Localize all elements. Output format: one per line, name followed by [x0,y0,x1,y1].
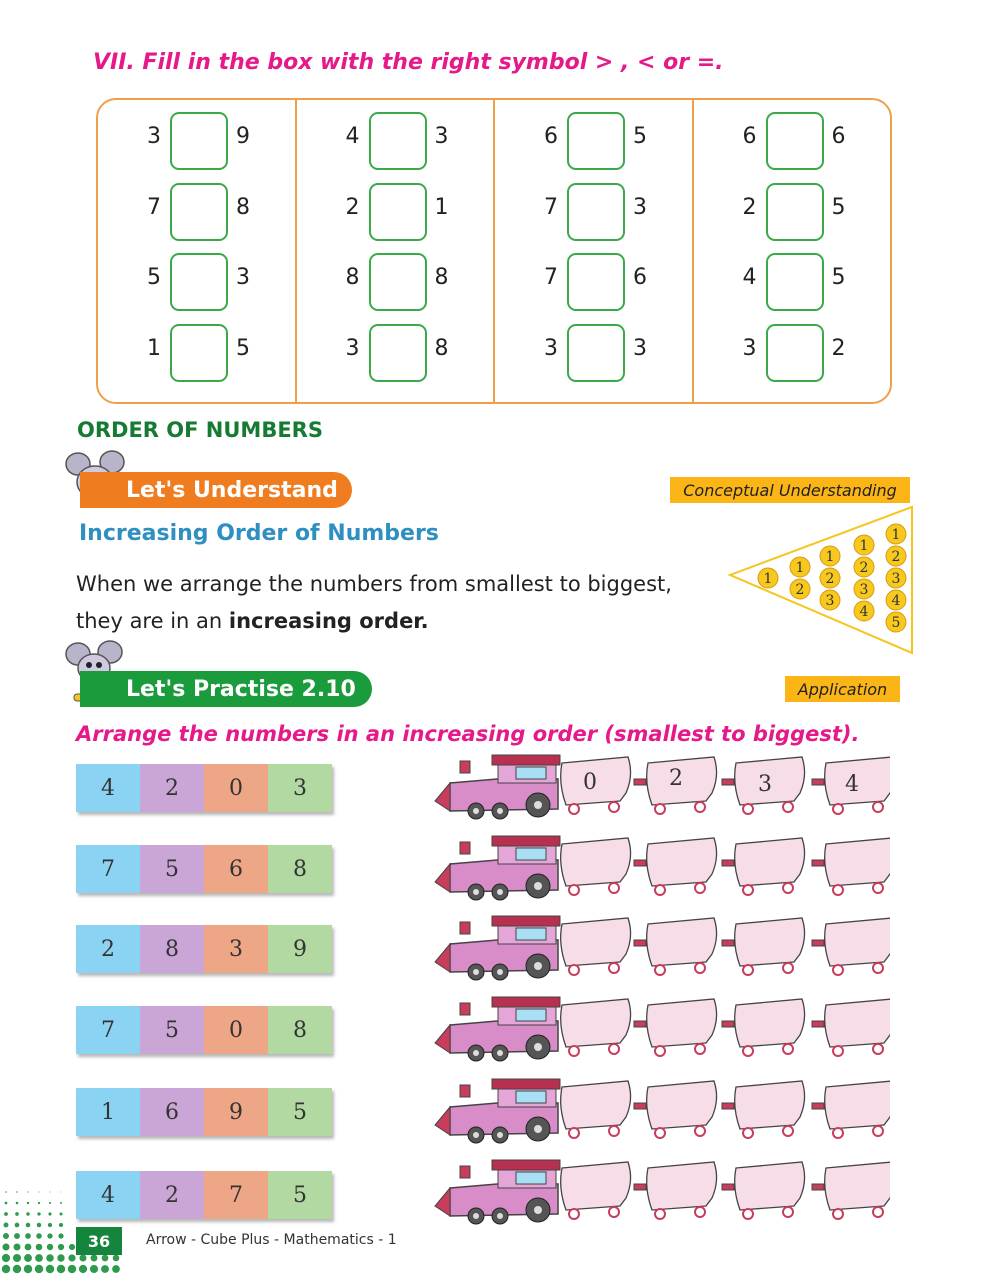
left-number: 4 [742,265,757,290]
decoration-dot [35,1265,43,1273]
exercise-vii-heading: VII. Fill in the box with the right symbol > , < or =. [93,50,724,75]
explanation-text: When we arrange the numbers from smallest to biggest, they are in an [76,572,672,633]
strip-number: 3 [204,925,268,973]
strip-number: 5 [140,1006,204,1054]
strip-number: 8 [268,845,332,893]
decoration-dot [58,1233,63,1238]
strip-number: 2 [140,1171,204,1219]
symbol-answer-box[interactable] [766,253,824,311]
right-number: 8 [434,336,449,361]
decoration-dot [38,1202,40,1204]
page-number: 36 [76,1227,122,1255]
strip-number: 2 [140,764,204,812]
decoration-dot [38,1191,39,1192]
train-icon [430,1158,890,1228]
decoration-dot [112,1265,120,1273]
lets-understand-banner [80,472,352,508]
right-number: 6 [633,265,647,290]
strip-number: 1 [76,1088,140,1136]
triangle-ball-number: 3 [891,571,901,587]
comparison-row [297,112,494,170]
triangle-ball-number: 3 [825,593,835,609]
right-number: 5 [831,265,846,290]
comparison-row [694,253,891,311]
left-number: 3 [147,124,161,149]
decoration-dot [14,1244,21,1251]
decoration-dot [37,1223,41,1227]
decoration-dot [35,1254,43,1262]
train-icon [430,914,890,984]
wagon-answer-number: 3 [758,772,772,797]
right-number: 8 [434,265,449,290]
symbol-answer-box[interactable] [766,112,824,170]
train-icon [430,995,890,1065]
decoration-dot [68,1254,75,1261]
decoration-dot [58,1244,64,1250]
number-strip [76,764,332,812]
section-title: ORDER OF NUMBERS [77,418,323,442]
decoration-dot [46,1254,54,1262]
application-tag [785,676,900,702]
comparison-row [694,112,891,170]
strip-number: 7 [76,845,140,893]
strip-number: 4 [76,1171,140,1219]
decoration-dot [2,1265,10,1273]
triangle-ball-number: 4 [859,604,869,620]
explanation-bold-text: increasing order. [228,609,429,633]
increasing-order-explanation [76,566,676,640]
decoration-dot [69,1244,75,1250]
comparison-row [297,324,494,382]
symbol-answer-box[interactable] [567,324,625,382]
left-number: 1 [147,336,161,361]
right-number: 9 [236,124,250,149]
decoration-dot [49,1202,51,1204]
lets-practise-label: Let's Practise 2.10 [126,676,356,702]
decoration-dot [46,1265,54,1273]
decoration-dot [101,1265,109,1273]
decoration-dot [5,1191,7,1193]
symbol-answer-box[interactable] [766,183,824,241]
lets-understand-label: Let's Understand [126,477,338,503]
comparison-row [98,112,295,170]
decoration-dot [16,1191,17,1192]
left-number: 6 [742,124,757,149]
left-number: 2 [345,195,360,220]
comparison-column [495,100,694,402]
strip-number: 7 [76,1006,140,1054]
decoration-dot [27,1202,29,1204]
left-number: 7 [544,265,558,290]
comparison-row [694,183,891,241]
triangle-ball-number: 2 [891,549,901,565]
comparison-row [98,183,295,241]
symbol-answer-box[interactable] [766,324,824,382]
left-number: 3 [544,336,558,361]
triangle-ball-number: 1 [859,538,869,554]
triangle-ball-number: 5 [891,615,901,631]
decoration-dot [50,1192,51,1193]
left-number: 7 [147,195,161,220]
conceptual-understanding-tag [670,477,910,503]
left-number: 3 [742,336,757,361]
symbol-answer-box[interactable] [170,253,228,311]
decoration-dot [47,1244,53,1250]
decoration-dot [25,1233,31,1239]
symbol-answer-box[interactable] [369,324,427,382]
symbol-answer-box[interactable] [567,112,625,170]
decoration-dot [3,1233,9,1239]
comparison-row [495,112,692,170]
comparison-column [98,100,297,402]
decoration-dot [60,1202,62,1204]
strip-number: 9 [204,1088,268,1136]
decoration-dot [24,1254,32,1262]
strip-number: 9 [268,925,332,973]
right-number: 5 [236,336,250,361]
decoration-dot [4,1223,9,1228]
strip-number: 5 [268,1088,332,1136]
decoration-dot [90,1265,98,1273]
decoration-dot [15,1223,20,1228]
strip-number: 2 [76,925,140,973]
decoration-dot [2,1254,10,1262]
right-number: 6 [831,124,846,149]
triangle-ball-number: 2 [795,582,805,598]
strip-number: 5 [268,1171,332,1219]
number-triangle [726,505,916,657]
decoration-dot [13,1254,21,1262]
decoration-dot [4,1212,8,1216]
practise-instruction: Arrange the numbers in an increasing order (smallest to biggest). [76,722,860,746]
decoration-dot [91,1255,98,1262]
left-number: 8 [345,265,360,290]
right-number: 2 [831,336,846,361]
triangle-ball-number: 1 [891,527,901,543]
right-number: 8 [236,195,250,220]
symbol-answer-box[interactable] [170,183,228,241]
left-number: 3 [345,336,360,361]
wagon-answer-number: 2 [669,766,683,791]
right-number: 5 [831,195,846,220]
comparison-row [495,253,692,311]
right-number: 3 [633,336,647,361]
decoration-dot [13,1265,21,1273]
symbol-answer-box[interactable] [567,253,625,311]
decoration-dot [68,1265,76,1273]
wagon-answer-number: 4 [845,772,859,797]
decoration-dot [15,1212,19,1216]
triangle-ball-number: 1 [825,549,835,565]
strip-number: 6 [140,1088,204,1136]
triangle-ball-number: 4 [891,593,901,609]
right-number: 5 [633,124,647,149]
lets-practise-banner [80,671,372,707]
strip-number: 3 [268,764,332,812]
comparison-panel [96,98,892,404]
right-number: 3 [434,124,449,149]
decoration-dot [26,1212,29,1215]
number-strip [76,1006,332,1054]
decoration-dot [102,1255,109,1262]
decoration-dot [57,1265,65,1273]
right-number: 1 [434,195,449,220]
decoration-dot [27,1191,28,1192]
number-strip [76,1088,332,1136]
left-number: 7 [544,195,558,220]
decoration-dot [48,1223,52,1227]
decoration-dot [61,1192,62,1193]
comparison-row [297,183,494,241]
triangle-ball-number: 1 [763,571,773,587]
decoration-dot [24,1265,32,1273]
strip-number: 7 [204,1171,268,1219]
comparison-row [297,253,494,311]
symbol-answer-box[interactable] [567,183,625,241]
triangle-ball-number: 1 [795,560,805,576]
decoration-dot [79,1265,87,1273]
decoration-dot [36,1233,42,1239]
number-strip [76,845,332,893]
number-strip [76,925,332,973]
train-icon [430,1077,890,1147]
application-tag-label: Application [797,679,888,699]
triangle-ball-number: 3 [859,582,869,598]
strip-number: 6 [204,845,268,893]
comparison-column [297,100,496,402]
symbol-answer-box[interactable] [369,183,427,241]
decoration-dot [57,1254,64,1261]
decoration-dot [60,1213,63,1216]
triangle-ball-number: 2 [825,571,835,587]
strip-number: 0 [204,764,268,812]
comparison-row [98,324,295,382]
increasing-order-subtitle: Increasing Order of Numbers [79,521,439,546]
decoration-dot [79,1254,86,1261]
decoration-dot [47,1233,52,1238]
strip-number: 5 [140,845,204,893]
decoration-dot [59,1223,63,1227]
decoration-dot [16,1202,19,1205]
triangle-ball-number: 2 [859,560,869,576]
left-number: 5 [147,265,161,290]
decoration-dot [26,1223,31,1228]
wagon-answer-number: 0 [583,770,597,795]
train-icon [430,834,890,904]
comparison-row [495,183,692,241]
comparison-row [495,324,692,382]
right-number: 3 [236,265,250,290]
comparison-row [98,253,295,311]
strip-number: 0 [204,1006,268,1054]
decoration-dot [5,1202,8,1205]
comparison-row [694,324,891,382]
decoration-dot [37,1212,40,1215]
symbol-answer-box[interactable] [170,112,228,170]
concept-tag-label: Conceptual Understanding [683,480,897,500]
strip-number: 4 [76,764,140,812]
strip-number: 8 [268,1006,332,1054]
decoration-dot [2,1243,9,1250]
decoration-dot [36,1244,43,1251]
book-title-footer: Arrow - Cube Plus - Mathematics - 1 [146,1232,397,1248]
comparison-column [694,100,891,402]
right-number: 3 [633,195,647,220]
symbol-answer-box[interactable] [369,112,427,170]
decoration-dot [113,1255,120,1262]
left-number: 2 [742,195,757,220]
decoration-dot [48,1212,51,1215]
strip-number: 8 [140,925,204,973]
decoration-dot [25,1244,32,1251]
symbol-answer-box[interactable] [170,324,228,382]
symbol-answer-box[interactable] [369,253,427,311]
left-number: 4 [345,124,360,149]
decoration-dot [14,1233,20,1239]
left-number: 6 [544,124,558,149]
